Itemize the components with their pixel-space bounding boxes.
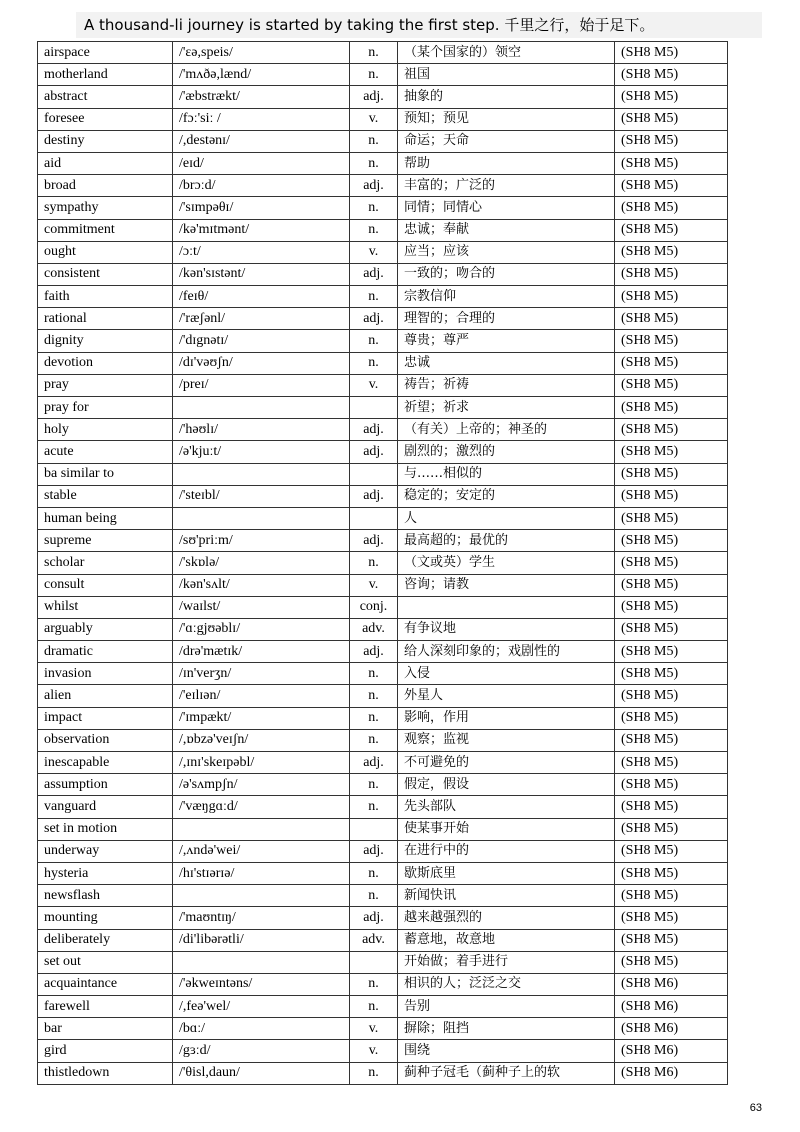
vocab-phonetic: /'skɒlə/ [173, 552, 350, 574]
table-row [38, 641, 728, 663]
vocab-phonetic: /sʊ'priːm/ [173, 530, 350, 552]
vocab-meaning: （文或英）学生 [398, 552, 615, 574]
vocab-part-of-speech [350, 463, 398, 485]
vocab-part-of-speech: adv. [350, 618, 398, 640]
vocab-meaning: 同情；同情心 [398, 197, 615, 219]
vocab-meaning: 命运；天命 [398, 130, 615, 152]
vocab-word: deliberately [38, 929, 173, 951]
table-row [38, 618, 728, 640]
vocab-meaning: 祖国 [398, 64, 615, 86]
vocab-source: (SH8 M5) [615, 862, 728, 884]
vocab-source: (SH8 M5) [615, 885, 728, 907]
vocab-meaning: 有争议地 [398, 618, 615, 640]
vocab-part-of-speech [350, 951, 398, 973]
vocab-meaning: （有关）上帝的；神圣的 [398, 419, 615, 441]
table-row [38, 419, 728, 441]
vocab-phonetic: /bɑː/ [173, 1018, 350, 1040]
table-row [38, 219, 728, 241]
vocab-phonetic: /,destənɪ/ [173, 130, 350, 152]
vocab-part-of-speech: n. [350, 64, 398, 86]
vocab-source: (SH8 M5) [615, 929, 728, 951]
vocab-source: (SH8 M5) [615, 130, 728, 152]
vocab-word: invasion [38, 663, 173, 685]
vocab-meaning: 与……相似的 [398, 463, 615, 485]
vocab-source: (SH8 M5) [615, 175, 728, 197]
vocab-part-of-speech: n. [350, 885, 398, 907]
table-row [38, 507, 728, 529]
vocab-phonetic [173, 818, 350, 840]
vocab-phonetic: /'əkweɪntəns/ [173, 973, 350, 995]
vocab-phonetic: /'ɛə,speis/ [173, 42, 350, 64]
vocab-part-of-speech: adj. [350, 641, 398, 663]
vocab-part-of-speech: v. [350, 241, 398, 263]
vocab-word: alien [38, 685, 173, 707]
table-row [38, 286, 728, 308]
vocab-phonetic [173, 885, 350, 907]
vocab-phonetic: /'steɪbl/ [173, 485, 350, 507]
vocab-part-of-speech [350, 507, 398, 529]
vocab-part-of-speech: n. [350, 663, 398, 685]
vocab-word: assumption [38, 774, 173, 796]
vocab-meaning: 入侵 [398, 663, 615, 685]
vocab-meaning: 忠诚 [398, 352, 615, 374]
vocab-source: (SH8 M5) [615, 419, 728, 441]
vocab-meaning: 外星人 [398, 685, 615, 707]
vocab-part-of-speech: adj. [350, 530, 398, 552]
vocab-phonetic: /'ræʃənl/ [173, 308, 350, 330]
vocab-word: hysteria [38, 862, 173, 884]
vocab-phonetic: /'həʊlɪ/ [173, 419, 350, 441]
vocab-part-of-speech: v. [350, 374, 398, 396]
table-row [38, 707, 728, 729]
vocab-word: supreme [38, 530, 173, 552]
table-row [38, 752, 728, 774]
table-row [38, 152, 728, 174]
vocab-source: (SH8 M5) [615, 796, 728, 818]
vocab-part-of-speech: v. [350, 1040, 398, 1062]
vocab-source: (SH8 M5) [615, 86, 728, 108]
vocab-phonetic: /'eɪlɪən/ [173, 685, 350, 707]
vocab-part-of-speech: n. [350, 685, 398, 707]
vocab-part-of-speech: n. [350, 130, 398, 152]
vocab-part-of-speech: adv. [350, 929, 398, 951]
table-row [38, 663, 728, 685]
vocabulary-table [37, 41, 728, 1085]
vocab-part-of-speech: n. [350, 352, 398, 374]
table-row [38, 64, 728, 86]
vocab-part-of-speech: adj. [350, 840, 398, 862]
vocab-word: acute [38, 441, 173, 463]
vocab-word: mounting [38, 907, 173, 929]
vocab-source: (SH8 M5) [615, 64, 728, 86]
vocab-part-of-speech: adj. [350, 752, 398, 774]
vocab-meaning: 告别 [398, 996, 615, 1018]
vocab-part-of-speech: v. [350, 108, 398, 130]
vocab-word: whilst [38, 596, 173, 618]
vocab-source: (SH8 M5) [615, 818, 728, 840]
vocab-source: (SH8 M5) [615, 618, 728, 640]
vocab-phonetic: /kən'sʌlt/ [173, 574, 350, 596]
vocab-part-of-speech: adj. [350, 175, 398, 197]
vocab-source: (SH8 M5) [615, 641, 728, 663]
vocab-word: set in motion [38, 818, 173, 840]
vocab-phonetic: /hɪ'stɪərɪə/ [173, 862, 350, 884]
vocab-source: (SH8 M5) [615, 330, 728, 352]
vocab-part-of-speech: n. [350, 42, 398, 64]
table-row [38, 973, 728, 995]
vocab-source: (SH8 M5) [615, 219, 728, 241]
vocab-meaning: 宗教信仰 [398, 286, 615, 308]
vocab-word: vanguard [38, 796, 173, 818]
vocab-phonetic: /'maʊntɪŋ/ [173, 907, 350, 929]
table-row [38, 352, 728, 374]
vocab-word: devotion [38, 352, 173, 374]
vocab-word: impact [38, 707, 173, 729]
vocab-phonetic [173, 951, 350, 973]
vocab-source: (SH8 M5) [615, 729, 728, 751]
vocab-meaning: 蓟种子冠毛（蓟种子上的软 [398, 1062, 615, 1084]
vocab-meaning: 抽象的 [398, 86, 615, 108]
vocab-phonetic: /'dɪgnətɪ/ [173, 330, 350, 352]
vocab-phonetic: /,ɒbzə'veɪʃn/ [173, 729, 350, 751]
table-row [38, 397, 728, 419]
vocab-part-of-speech [350, 397, 398, 419]
vocab-meaning: 祷告；祈祷 [398, 374, 615, 396]
vocab-meaning [398, 596, 615, 618]
vocab-word: arguably [38, 618, 173, 640]
table-row [38, 463, 728, 485]
vocab-source: (SH8 M5) [615, 485, 728, 507]
vocab-source: (SH8 M5) [615, 774, 728, 796]
vocab-phonetic: /kən'sɪstənt/ [173, 263, 350, 285]
vocab-meaning: 影响，作用 [398, 707, 615, 729]
vocab-meaning: 理智的；合理的 [398, 308, 615, 330]
vocab-source: (SH8 M5) [615, 108, 728, 130]
table-row [38, 951, 728, 973]
vocab-source: (SH8 M6) [615, 1018, 728, 1040]
table-row [38, 42, 728, 64]
table-row [38, 929, 728, 951]
vocab-part-of-speech [350, 818, 398, 840]
vocab-meaning: 应当；应该 [398, 241, 615, 263]
vocab-source: (SH8 M5) [615, 352, 728, 374]
vocab-part-of-speech: adj. [350, 86, 398, 108]
vocab-word: consult [38, 574, 173, 596]
vocab-meaning: 剧烈的；激烈的 [398, 441, 615, 463]
vocab-word: pray for [38, 397, 173, 419]
vocab-phonetic: /,feə'wel/ [173, 996, 350, 1018]
vocab-word: broad [38, 175, 173, 197]
table-row [38, 996, 728, 1018]
vocab-meaning: 丰富的；广泛的 [398, 175, 615, 197]
vocab-part-of-speech: n. [350, 862, 398, 884]
vocab-word: pray [38, 374, 173, 396]
vocab-word: consistent [38, 263, 173, 285]
vocab-phonetic: /waɪlst/ [173, 596, 350, 618]
vocab-part-of-speech: n. [350, 796, 398, 818]
vocab-source: (SH8 M5) [615, 263, 728, 285]
vocab-meaning: 人 [398, 507, 615, 529]
vocab-phonetic: /,ɪnɪ'skeɪpəbl/ [173, 752, 350, 774]
vocab-word: observation [38, 729, 173, 751]
vocab-phonetic: /'sɪmpəθɪ/ [173, 197, 350, 219]
vocab-meaning: 围绕 [398, 1040, 615, 1062]
vocab-phonetic [173, 397, 350, 419]
vocab-source: (SH8 M6) [615, 996, 728, 1018]
vocab-word: commitment [38, 219, 173, 241]
vocab-word: airspace [38, 42, 173, 64]
vocab-phonetic: /eɪd/ [173, 152, 350, 174]
vocab-word: holy [38, 419, 173, 441]
vocab-word: human being [38, 507, 173, 529]
vocab-meaning: 观察；监视 [398, 729, 615, 751]
vocab-phonetic [173, 463, 350, 485]
vocab-word: farewell [38, 996, 173, 1018]
vocab-part-of-speech: n. [350, 197, 398, 219]
vocab-source: (SH8 M5) [615, 42, 728, 64]
vocab-word: bar [38, 1018, 173, 1040]
table-row [38, 907, 728, 929]
vocab-part-of-speech: n. [350, 552, 398, 574]
vocab-word: dramatic [38, 641, 173, 663]
table-row [38, 840, 728, 862]
vocab-phonetic [173, 507, 350, 529]
vocab-part-of-speech: n. [350, 707, 398, 729]
page-number: 63 [749, 1102, 762, 1114]
vocab-part-of-speech: n. [350, 729, 398, 751]
vocab-meaning: 帮助 [398, 152, 615, 174]
vocab-phonetic: /'væŋgɑːd/ [173, 796, 350, 818]
table-row [38, 374, 728, 396]
vocab-word: foresee [38, 108, 173, 130]
vocab-source: (SH8 M5) [615, 286, 728, 308]
vocab-source: (SH8 M5) [615, 374, 728, 396]
vocab-word: destiny [38, 130, 173, 152]
table-row [38, 729, 728, 751]
vocab-part-of-speech: adj. [350, 308, 398, 330]
table-row [38, 197, 728, 219]
vocab-phonetic: /dɪ'vəʊʃn/ [173, 352, 350, 374]
vocab-source: (SH8 M5) [615, 397, 728, 419]
table-row [38, 1018, 728, 1040]
vocab-phonetic: /gɜːd/ [173, 1040, 350, 1062]
vocab-meaning: 使某事开始 [398, 818, 615, 840]
vocab-source: (SH8 M5) [615, 552, 728, 574]
vocab-word: abstract [38, 86, 173, 108]
vocab-source: (SH8 M5) [615, 951, 728, 973]
vocab-meaning: 越来越强烈的 [398, 907, 615, 929]
table-row [38, 1040, 728, 1062]
vocab-word: rational [38, 308, 173, 330]
vocab-part-of-speech: adj. [350, 485, 398, 507]
vocab-source: (SH8 M5) [615, 907, 728, 929]
vocab-word: acquaintance [38, 973, 173, 995]
vocab-meaning: 咨询；请教 [398, 574, 615, 596]
vocab-meaning: 尊贵；尊严 [398, 330, 615, 352]
vocab-meaning: 稳定的；安定的 [398, 485, 615, 507]
vocab-source: (SH8 M5) [615, 752, 728, 774]
vocab-word: underway [38, 840, 173, 862]
vocab-meaning: 一致的；吻合的 [398, 263, 615, 285]
vocab-part-of-speech: adj. [350, 907, 398, 929]
vocab-word: scholar [38, 552, 173, 574]
vocab-meaning: 在进行中的 [398, 840, 615, 862]
vocab-part-of-speech: n. [350, 996, 398, 1018]
vocab-word: dignity [38, 330, 173, 352]
vocab-meaning: 忠诚；奉献 [398, 219, 615, 241]
vocab-word: faith [38, 286, 173, 308]
vocab-word: ba similar to [38, 463, 173, 485]
vocab-source: (SH8 M6) [615, 1040, 728, 1062]
table-row [38, 574, 728, 596]
table-row [38, 241, 728, 263]
vocab-phonetic: /'mʌðə,lænd/ [173, 64, 350, 86]
vocab-meaning: 新闻快讯 [398, 885, 615, 907]
vocab-word: stable [38, 485, 173, 507]
vocab-word: set out [38, 951, 173, 973]
vocab-phonetic: /di'libərətli/ [173, 929, 350, 951]
table-row [38, 485, 728, 507]
vocab-phonetic: /fɔː'siː / [173, 108, 350, 130]
vocab-phonetic: /'θisl,daun/ [173, 1062, 350, 1084]
vocab-meaning: 不可避免的 [398, 752, 615, 774]
vocab-part-of-speech: adj. [350, 419, 398, 441]
vocab-part-of-speech: adj. [350, 441, 398, 463]
table-row [38, 1062, 728, 1084]
table-row [38, 774, 728, 796]
table-row [38, 862, 728, 884]
vocab-phonetic: /ɪn'verʒn/ [173, 663, 350, 685]
vocab-source: (SH8 M6) [615, 1062, 728, 1084]
table-row [38, 441, 728, 463]
vocab-phonetic: /drə'mætɪk/ [173, 641, 350, 663]
table-row [38, 596, 728, 618]
vocab-meaning: 歇斯底里 [398, 862, 615, 884]
vocab-part-of-speech: v. [350, 574, 398, 596]
table-row [38, 552, 728, 574]
vocab-phonetic: /brɔːd/ [173, 175, 350, 197]
vocab-part-of-speech: conj. [350, 596, 398, 618]
table-row [38, 108, 728, 130]
vocab-part-of-speech: n. [350, 774, 398, 796]
vocab-meaning: （某个国家的）领空 [398, 42, 615, 64]
vocab-source: (SH8 M5) [615, 152, 728, 174]
vocab-phonetic: /feɪθ/ [173, 286, 350, 308]
vocab-source: (SH8 M5) [615, 530, 728, 552]
vocab-meaning: 祈望；祈求 [398, 397, 615, 419]
vocab-source: (SH8 M5) [615, 308, 728, 330]
table-row [38, 530, 728, 552]
table-row [38, 263, 728, 285]
vocab-part-of-speech: n. [350, 1062, 398, 1084]
vocab-word: newsflash [38, 885, 173, 907]
vocab-source: (SH8 M5) [615, 840, 728, 862]
vocab-meaning: 预知；预见 [398, 108, 615, 130]
vocab-source: (SH8 M5) [615, 441, 728, 463]
vocab-phonetic: /kə'mɪtmənt/ [173, 219, 350, 241]
motto-header: A thousand-li journey is started by taking the first step. 千里之行，始于足下。 [76, 12, 762, 38]
vocab-part-of-speech: adj. [350, 263, 398, 285]
vocab-source: (SH8 M5) [615, 574, 728, 596]
vocab-part-of-speech: n. [350, 152, 398, 174]
table-row [38, 308, 728, 330]
vocab-phonetic: /ə'sʌmpʃn/ [173, 774, 350, 796]
vocab-word: inescapable [38, 752, 173, 774]
vocab-source: (SH8 M5) [615, 707, 728, 729]
vocab-source: (SH8 M6) [615, 973, 728, 995]
vocab-source: (SH8 M5) [615, 663, 728, 685]
vocab-meaning: 蓄意地，故意地 [398, 929, 615, 951]
vocab-source: (SH8 M5) [615, 197, 728, 219]
table-row [38, 130, 728, 152]
vocab-word: aid [38, 152, 173, 174]
vocab-source: (SH8 M5) [615, 507, 728, 529]
table-row [38, 685, 728, 707]
vocab-source: (SH8 M5) [615, 596, 728, 618]
vocab-meaning: 摒除；阻挡 [398, 1018, 615, 1040]
vocab-phonetic: /preɪ/ [173, 374, 350, 396]
vocab-meaning: 相识的人；泛泛之交 [398, 973, 615, 995]
vocab-meaning: 假定，假设 [398, 774, 615, 796]
vocab-part-of-speech: n. [350, 219, 398, 241]
vocab-part-of-speech: n. [350, 973, 398, 995]
table-row [38, 818, 728, 840]
vocabulary-table-body [38, 42, 728, 1085]
vocab-phonetic: /ɔːt/ [173, 241, 350, 263]
vocab-meaning: 开始做；着手进行 [398, 951, 615, 973]
vocab-word: sympathy [38, 197, 173, 219]
vocab-source: (SH8 M5) [615, 685, 728, 707]
vocab-meaning: 先头部队 [398, 796, 615, 818]
vocab-word: thistledown [38, 1062, 173, 1084]
vocab-word: motherland [38, 64, 173, 86]
vocab-part-of-speech: v. [350, 1018, 398, 1040]
vocab-phonetic: /,ʌndə'wei/ [173, 840, 350, 862]
vocab-phonetic: /ə'kjuːt/ [173, 441, 350, 463]
vocab-phonetic: /'æbstrækt/ [173, 86, 350, 108]
vocab-phonetic: /'ɑːgjʊəblɪ/ [173, 618, 350, 640]
vocab-phonetic: /'ɪmpækt/ [173, 707, 350, 729]
table-row [38, 175, 728, 197]
vocab-meaning: 给人深刻印象的；戏剧性的 [398, 641, 615, 663]
table-row [38, 885, 728, 907]
vocab-word: ought [38, 241, 173, 263]
vocab-part-of-speech: n. [350, 330, 398, 352]
vocab-word: gird [38, 1040, 173, 1062]
vocab-part-of-speech: n. [350, 286, 398, 308]
vocab-source: (SH8 M5) [615, 241, 728, 263]
table-row [38, 796, 728, 818]
table-row [38, 86, 728, 108]
table-row [38, 330, 728, 352]
vocab-source: (SH8 M5) [615, 463, 728, 485]
vocab-meaning: 最高超的；最优的 [398, 530, 615, 552]
